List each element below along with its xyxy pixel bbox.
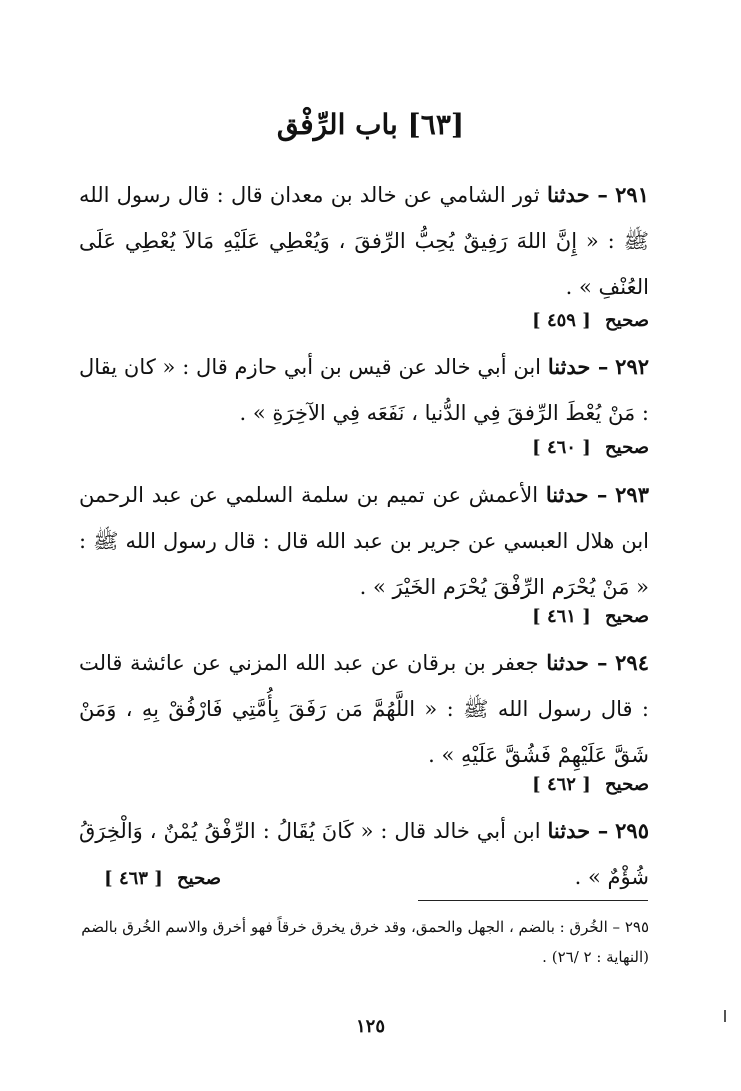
hadith-text: جعفر بن برقان عن عبد الله المزني عن عائشة قالت : قال رسول الله ﷺ : « اللَّهُمَّ مَن رَفَقَ بِأُمَّتِي فَارْفُقْ بِهِ ، وَمَنْ شَقَّ عَلَيْهِمْ فَشُقَّ عَلَيْهِ » . <box>79 651 649 767</box>
grade-291 <box>532 310 649 331</box>
grade-ref: [ ٤٦٣ ] <box>104 868 163 889</box>
hadith-lead: حدثنا <box>547 818 591 843</box>
hadith-lead: حدثنا <box>546 650 589 675</box>
footnote-divider <box>418 900 648 901</box>
grade-ref: [ ٤٥٩ ] <box>532 310 591 331</box>
hadith-lead: حدثنا <box>547 354 591 379</box>
grade-293 <box>532 606 649 627</box>
grade-label: صحيح <box>177 868 221 889</box>
hadith-lead: حدثنا <box>545 482 589 507</box>
margin-mark <box>724 1010 726 1022</box>
footnote: ٢٩٥ – الخُرق : بالضم ، الجهل والحمق، وقد خرق يخرق خرقاً فهو أخرق والاسم الخُرق بالضم (النهاية : ٢ /٢٦) . <box>81 918 649 966</box>
hadith-number: ٢٩٤ <box>615 650 649 675</box>
hadith-291: ٢٩١ – حدثنا ثور الشامي عن خالد بن معدان قال : قال رسول الله ﷺ : « إِنَّ اللهَ رَفِيقٌ يُحِبُّ الرِّفقَ ، وَيُعْطِي عَلَيْهِ مَالاَ يُعْطِي عَلَى العُنْفِ » . <box>79 182 649 299</box>
hadith-number: ٢٩٣ <box>615 482 649 507</box>
grade-295 <box>104 868 221 889</box>
grade-label: صحيح <box>605 437 649 458</box>
hadith-number: ٢٩١ <box>615 182 649 207</box>
hadith-295: ٢٩٥ – حدثنا ابن أبي خالد قال : « كَانَ يُقَالُ : الرِّفْقُ يُمْنٌ ، وَالْخِرَقُ شُؤْمٌ » . <box>79 818 649 889</box>
hadith-text: ثور الشامي عن خالد بن معدان قال : قال رسول الله ﷺ : « إِنَّ اللهَ رَفِيقٌ يُحِبُّ الرِّفقَ ، وَيُعْطِي عَلَيْهِ مَالاَ يُعْطِي عَلَى العُنْفِ » . <box>79 183 649 299</box>
hadith-lead: حدثنا <box>546 182 590 207</box>
grade-label: صحيح <box>605 310 649 331</box>
grade-ref: [ ٤٦٢ ] <box>532 774 591 795</box>
grade-ref: [ ٤٦١ ] <box>532 606 591 627</box>
hadith-text: الأعمش عن تميم بن سلمة السلمي عن عبد الرحمن ابن هلال العبسي عن جرير بن عبد الله قال : قال رسول الله ﷺ : « مَنْ يُحْرَم الرِّفْقَ يُحْرَم الخَيْرَ » . <box>79 483 649 599</box>
hadith-text: ابن أبي خالد عن قيس بن أبي حازم قال : « كان يقال : مَنْ يُعْطَ الرِّفقَ فِي الدُّنيا ، نَفَعَه فِي الآخِرَةِ » . <box>79 355 649 425</box>
page-number: ١٢٥ <box>355 1016 385 1037</box>
grade-label: صحيح <box>605 606 649 627</box>
hadith-293: ٢٩٣ – حدثنا الأعمش عن تميم بن سلمة السلمي عن عبد الرحمن ابن هلال العبسي عن جرير بن عبد الله قال : قال رسول الله ﷺ : « مَنْ يُحْرَم الرِّفْقَ يُحْرَم الخَيْرَ » . <box>79 482 649 599</box>
hadith-text: ابن أبي خالد قال : « كَانَ يُقَالُ : الرِّفْقُ يُمْنٌ ، وَالْخِرَقُ شُؤْمٌ » . <box>79 819 649 889</box>
grade-294 <box>532 774 649 795</box>
hadith-number: ٢٩٢ <box>615 354 650 379</box>
grade-292 <box>532 437 649 458</box>
chapter-title: [٦٣] باب الرِّفْق <box>276 108 465 141</box>
hadith-292: ٢٩٢ – حدثنا ابن أبي خالد عن قيس بن أبي حازم قال : « كان يقال : مَنْ يُعْطَ الرِّفقَ فِي الدُّنيا ، نَفَعَه فِي الآخِرَةِ » . <box>79 354 650 425</box>
grade-label: صحيح <box>605 774 649 795</box>
hadith-number: ٢٩٥ <box>615 818 649 843</box>
grade-ref: [ ٤٦٠ ] <box>532 437 591 458</box>
hadith-294: ٢٩٤ – حدثنا جعفر بن برقان عن عبد الله المزني عن عائشة قالت : قال رسول الله ﷺ : « اللَّهُمَّ مَن رَفَقَ بِأُمَّتِي فَارْفُقْ بِهِ ، وَمَنْ شَقَّ عَلَيْهِمْ فَشُقَّ عَلَيْهِ » . <box>79 650 649 767</box>
